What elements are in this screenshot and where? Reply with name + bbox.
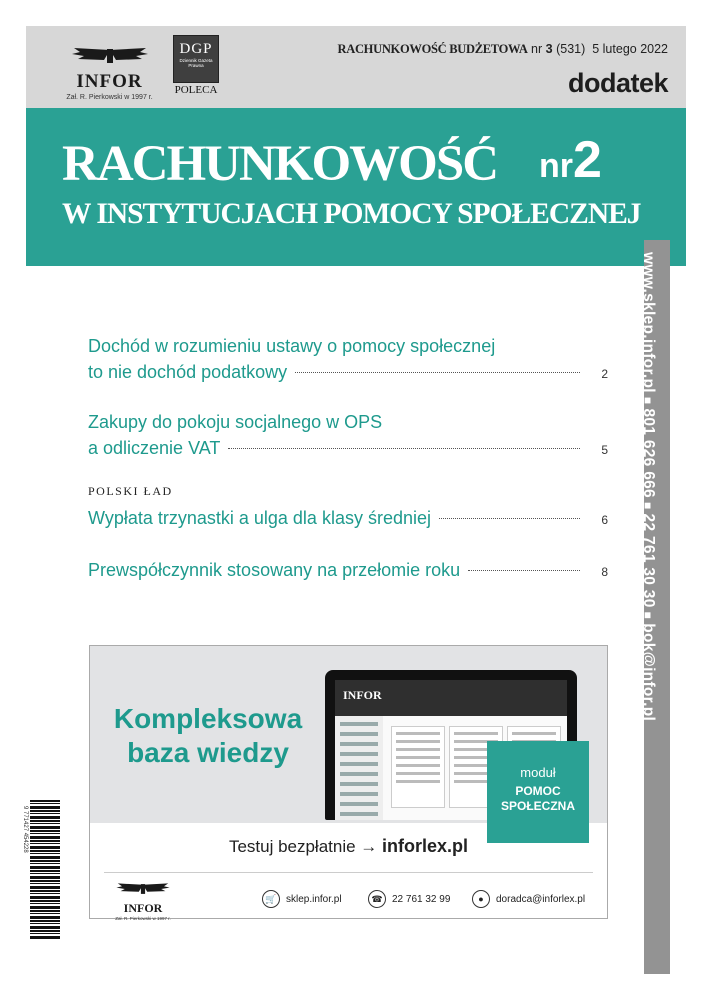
publication-name: RACHUNKOWOŚĆ BUDŻETOWA xyxy=(337,42,528,56)
toc-leader xyxy=(228,448,580,449)
promo-shop[interactable] xyxy=(262,890,342,908)
title-line1: RACHUNKOWOŚĆ xyxy=(62,136,498,192)
screen-card xyxy=(391,726,445,808)
issue-number: 3 xyxy=(545,42,553,56)
promo-email-text: doradca@inforlex.pl xyxy=(496,893,586,905)
promo-cta-text: Testuj bezpłatnie → xyxy=(228,837,378,856)
issue-info xyxy=(337,42,668,57)
toc-page-number: 5 xyxy=(601,443,608,457)
toc-entry[interactable] xyxy=(88,505,608,531)
toc-entry-title: to nie dochód podatkowy xyxy=(88,362,288,382)
promo-divider xyxy=(104,872,593,873)
dgp-recommends: POLECA xyxy=(174,84,218,96)
title-line2: W INSTYTUCJACH POMOCY SPOŁECZNEJ xyxy=(62,198,641,230)
toc-page-number: 8 xyxy=(601,565,608,579)
barcode-number: 9 771427 454228 xyxy=(22,806,28,853)
promo-infor-logo xyxy=(110,882,176,921)
promo-logo-established: Zał. R. Pierkowski w 1997 r. xyxy=(115,916,171,921)
toc-page-number: 6 xyxy=(601,513,608,527)
toc-entry-title: Dochód w rozumieniu ustawy o pomocy społecznej xyxy=(88,336,496,356)
masthead xyxy=(26,26,686,108)
module-label: moduł xyxy=(520,765,556,780)
title-nr-value: 2 xyxy=(573,131,602,189)
dgp-logo: DGP xyxy=(179,41,213,57)
cart-icon: 🛒 xyxy=(262,890,280,908)
title-band xyxy=(26,108,686,266)
title-nr-prefix: nr xyxy=(539,147,573,185)
infor-established: Zał. R. Pierkowski w 1997 r. xyxy=(66,94,153,101)
side-separator: ■ xyxy=(641,501,655,510)
side-separator: ■ xyxy=(641,611,655,620)
module-name-line1: POMOC xyxy=(515,784,561,798)
barcode xyxy=(30,800,60,940)
infor-wings-icon xyxy=(115,882,171,896)
screen-logo: INFOR xyxy=(343,688,382,702)
promo-headline xyxy=(108,702,308,770)
promo-headline-line1: Kompleksowa xyxy=(113,703,303,734)
promo-logo-wordmark: INFOR xyxy=(123,901,163,915)
issue-overall: (531) xyxy=(556,42,586,56)
title-number xyxy=(539,130,602,203)
dgp-subtitle: Dziennik Gazeta Prawna xyxy=(179,58,213,68)
issue-date: 5 lutego 2022 xyxy=(592,42,668,56)
side-contact xyxy=(639,252,657,721)
infor-logo xyxy=(62,46,157,101)
side-phone1: 801 626 666 xyxy=(640,408,657,498)
toc-leader xyxy=(439,518,580,519)
promo-shop-text: sklep.infor.pl xyxy=(286,893,342,905)
inforlex-promo[interactable] xyxy=(89,645,608,919)
side-separator: ■ xyxy=(641,396,655,405)
toc-leader xyxy=(468,570,580,571)
issue-prefix: nr xyxy=(531,42,543,56)
promo-cta[interactable] xyxy=(90,836,607,857)
screen-nav xyxy=(335,716,383,820)
toc-page-number: 2 xyxy=(601,367,608,381)
side-phone2: 22 761 30 30 xyxy=(640,513,657,608)
toc-entry-title: a odliczenie VAT xyxy=(88,438,221,458)
dgp-badge xyxy=(171,35,221,96)
toc-entry[interactable] xyxy=(88,333,608,385)
polski-lad-tag: POLSKI ŁAD xyxy=(88,484,173,498)
promo-cta-link[interactable]: inforlex.pl xyxy=(382,836,469,856)
promo-phone[interactable] xyxy=(368,890,450,908)
side-website[interactable]: www.sklep.infor.pl xyxy=(640,252,657,393)
toc-entry-title: Wypłata trzynastki a ulga dla klasy średniej xyxy=(88,508,431,528)
supplement-label: dodatek xyxy=(567,68,668,98)
mouse-icon: ● xyxy=(472,890,490,908)
side-email[interactable]: bok@infor.pl xyxy=(640,623,657,722)
toc-entry-title: Prewspółczynnik stosowany na przełomie roku xyxy=(88,560,461,580)
toc-entry[interactable] xyxy=(88,409,608,461)
infor-wings-icon xyxy=(70,46,150,66)
promo-headline-line2: baza wiedzy xyxy=(127,737,289,768)
infor-wordmark: INFOR xyxy=(76,71,143,92)
module-badge xyxy=(487,741,589,843)
promo-phone-text: 22 761 32 99 xyxy=(392,893,451,905)
toc-entry[interactable] xyxy=(88,557,608,583)
module-name-line2: SPOŁECZNA xyxy=(500,799,575,813)
phone-icon: ☎ xyxy=(368,890,386,908)
toc-leader xyxy=(295,372,580,373)
promo-email[interactable] xyxy=(472,890,585,908)
toc-entry-title: Zakupy do pokoju socjalnego w OPS xyxy=(88,412,383,432)
